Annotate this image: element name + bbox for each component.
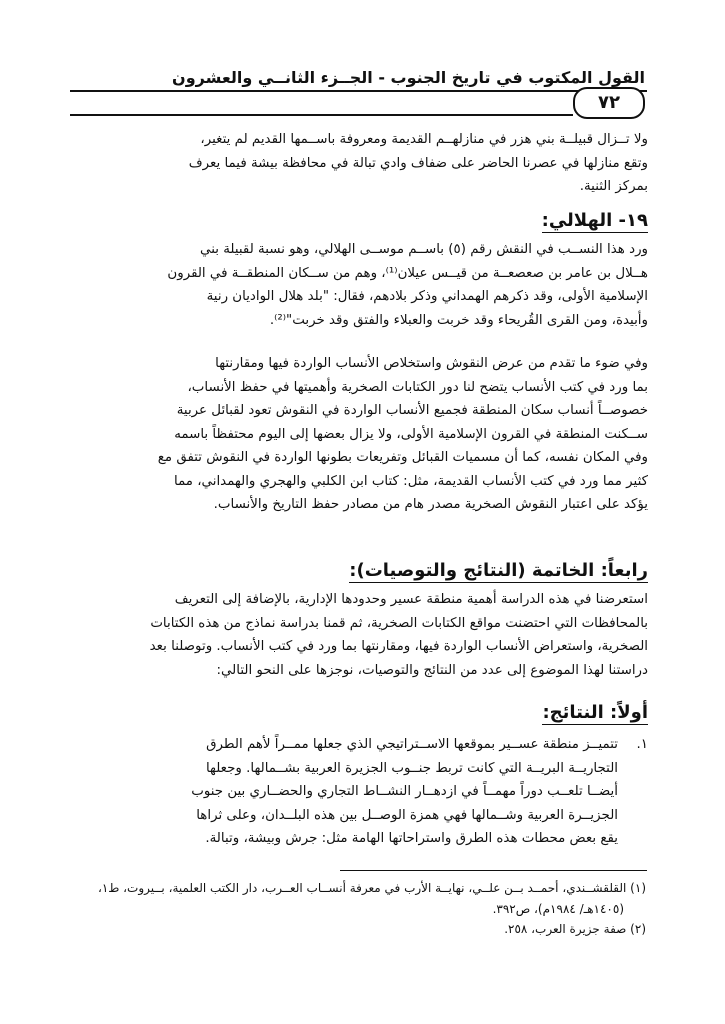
text-line: وفي المكان نفسه، كما أن مسميات القبائل وتفريعات بطونها الواردة في النقوش تتفق مع: [157, 450, 648, 465]
section-heading-results: أولاً: النتائج:: [542, 702, 648, 723]
text-line: بمركز الثنية.: [579, 179, 648, 194]
footnote-separator: [340, 870, 647, 871]
header-rule-bottom: [70, 114, 573, 116]
footnotes: [90, 878, 646, 940]
text-line: التجاريــة البريــة التي كانت تربط جنــوب الجزيرة العربية بشــمالها. وجعلها: [205, 760, 618, 776]
text-line: استعرضنا في هذه الدراسة أهمية منطقة عسير وحدودها الإدارية، بالإضافة إلى التعريف: [174, 592, 648, 607]
text-line: ســكنت المنطقة في القرون الإسلامية الأولى، ولا يزال بعضها إلى اليوم محتفظاً باسمه: [174, 426, 648, 442]
text-line: ورد هذا النســب في النقش رقم (٥) باســم موســى الهلالي، وهو نسبة لقبيلة بني: [200, 242, 648, 257]
list-number: ١.: [636, 737, 648, 752]
page-number: ٧٢: [573, 87, 645, 119]
conclusion-paragraph: [80, 588, 648, 682]
intro-paragraph: [80, 128, 648, 199]
text-line: دراستنا لهذا الموضوع إلى عدد من النتائج والتوصيات، نوجزها على النحو التالي:: [216, 662, 648, 678]
header-rule-top: [70, 90, 647, 92]
text-line: كثير مما ورد في كتب الأنساب القديمة، مثل: كتاب ابن الكلبي والهجري والهمداني، مما: [173, 473, 648, 489]
running-header-title: القول المكتوب في تاريخ الجنوب - الجــزء الثانــي والعشرون: [172, 68, 645, 87]
section-heading-conclusion: رابعاً: الخاتمة (النتائج والتوصيات):: [349, 560, 648, 581]
footnote-2: (٢) صفة جزيرة العرب، ٢٥٨.: [504, 922, 646, 936]
text-line: وفي ضوء ما تقدم من عرض النقوش واستخلاص الأنساب الواردة فيها ومقارنتها: [215, 356, 648, 371]
text-line: الصخرية، واستعراض الأنساب الواردة فيها، ومقارنتها بما ورد في كتب الأنساب. وتوصلنا بعد: [149, 639, 648, 654]
text-line: الإسلامية الأولى، وقد ذكرهم الهمداني وذكر بلادهم، فقال: "بلد هلال الواديان رنية: [206, 289, 648, 304]
summary-paragraph: [80, 352, 648, 517]
text-line: هــلال بن عامر بن صعصعــة من قيــس عيلان⁽¹⁾، وهم من ســكان المنطقــة في القرون: [167, 265, 648, 281]
footnote-1: (١) القلقشــندي، أحمــد بــن علــي، نهايــة الأرب في معرفة أنســاب العــرب، دار الكتب العلمية، بــيروت، ط١،: [97, 881, 646, 895]
hilali-paragraph: [80, 238, 648, 332]
text-line: أيضــا تلعــب دوراً مهمــاً في ازدهــار النشــاط التجاري والحضــاري بين جنوب: [191, 784, 618, 799]
text-line: وتقع منازلها في عصرنا الحاضر على ضفاف وادي تبالة في محافظة بيشة فيما يعرف: [188, 155, 648, 171]
text-line: خصوصــاً أنساب سكان المنطقة فجميع الأنساب الواردة في النقوش تعود لقبائل عربية: [176, 403, 648, 418]
text-line: بالمحافظات التي احتضنت مواقع الكتابات الصخرية، ثم قمنا بدراسة نماذج من هذه الكتابات: [150, 615, 648, 631]
text-line: ولا تــزال قبيلــة بني هزر في منازلهــم القديمة ومعروفة باســمها القديم لم يتغير،: [200, 132, 648, 147]
text-line: تتميــز منطقة عســير بموقعها الاســتراتيجي الذي جعلها ممــراً لأهم الطرق: [206, 737, 618, 752]
text-line: يؤكد على اعتبار النقوش الصخرية مصدر هام من مصادر حفظ التاريخ والأنساب.: [213, 497, 648, 512]
text-line: الجزيــرة العربية وشــمالها فهي همزة الوصــل بين هذه البلــدان، وعلى ثراها: [196, 807, 618, 823]
footnote-1-continued: (١٤٠٥هـ/ ١٩٨٤م)، ص٣٩٢.: [492, 901, 624, 916]
list-item-text: [80, 733, 618, 851]
text-line: بما ورد في كتب الأنساب يتضح لنا دور الكتابات الصخرية وأهميتها في حفظ الأنساب،: [187, 379, 648, 395]
list-item: [80, 733, 648, 858]
text-line: يقع بعض محطات هذه الطرق واستراحاتها الهامة مثل: جرش وبيشة، وتبالة.: [205, 831, 618, 846]
section-heading-hilali: ١٩- الهلالي:: [541, 210, 648, 231]
text-line: وأبيدة، ومن القرى القُريحاء وقد خربت والعبلاء والفتق وقد خربت"⁽²⁾.: [269, 312, 648, 328]
